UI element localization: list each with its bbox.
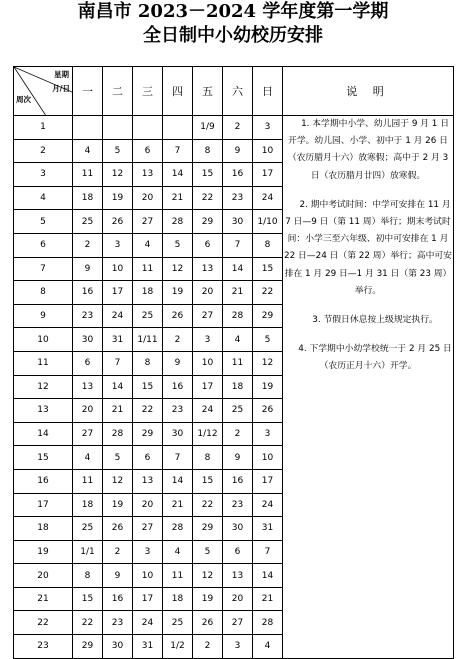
date-cell: 3 — [253, 422, 283, 446]
date-cell: 9 — [223, 446, 253, 470]
date-cell: 3 — [253, 116, 283, 140]
date-cell: 16 — [103, 587, 133, 611]
note-paragraph: 1. 本学期中小学、幼儿园于 9 月 1 日开学。幼儿园、小学、初中于 1 月 26 日（农历腊月十六）放寒假；高中于 2 月 3 日（农历腊月廿四）放寒假。 — [287, 119, 449, 181]
week-number-cell: 23 — [14, 635, 73, 659]
date-cell: 16 — [223, 469, 253, 493]
week-number-cell: 2 — [14, 139, 73, 163]
week-number-cell: 19 — [14, 540, 73, 564]
header-row — [14, 67, 454, 116]
date-cell: 11 — [223, 351, 253, 375]
date-cell: 13 — [223, 564, 253, 588]
date-cell — [163, 116, 193, 140]
week-number-cell: 4 — [14, 186, 73, 210]
date-cell: 4 — [133, 233, 163, 257]
date-cell: 30 — [73, 328, 103, 352]
date-cell: 25 — [73, 517, 103, 541]
date-cell: 9 — [163, 351, 193, 375]
week-number-cell: 3 — [14, 163, 73, 187]
date-cell: 13 — [133, 469, 163, 493]
date-cell: 11 — [73, 163, 103, 187]
date-cell: 28 — [253, 611, 283, 635]
date-cell: 14 — [223, 257, 253, 281]
date-cell: 30 — [223, 210, 253, 234]
date-cell: 27 — [133, 210, 163, 234]
date-cell: 20 — [73, 399, 103, 423]
date-cell: 20 — [193, 281, 223, 305]
header-day-sat: 六 — [223, 67, 253, 116]
date-cell: 2 — [223, 422, 253, 446]
date-cell: 5 — [163, 233, 193, 257]
date-cell: 6 — [73, 351, 103, 375]
date-cell: 7 — [163, 446, 193, 470]
date-cell: 26 — [103, 517, 133, 541]
date-cell: 8 — [253, 233, 283, 257]
date-cell: 25 — [133, 304, 163, 328]
date-cell: 14 — [163, 469, 193, 493]
week-number-cell: 6 — [14, 233, 73, 257]
date-cell: 7 — [163, 139, 193, 163]
date-cell: 17 — [133, 587, 163, 611]
calendar-table — [13, 66, 454, 659]
week-number-cell: 14 — [14, 422, 73, 446]
date-cell: 15 — [193, 163, 223, 187]
date-cell: 16 — [73, 281, 103, 305]
date-cell: 9 — [223, 139, 253, 163]
diagonal-header-cell — [14, 67, 73, 116]
date-cell: 22 — [73, 611, 103, 635]
date-cell: 23 — [163, 399, 193, 423]
date-cell: 18 — [73, 493, 103, 517]
week-number-cell: 5 — [14, 210, 73, 234]
date-cell: 2 — [163, 328, 193, 352]
date-cell: 26 — [163, 304, 193, 328]
note-paragraph: 2. 期中考试时间：中学可安排在 11 月 7 日—9 日（第 11 周）举行；期末考试时间：小学三至六年级、初中可安排在 1 月 22 日—24 日（第 22 周）举行；高中可安排在 1 月 29 日—1 月 31 日（第 23 周）举行。 — [284, 199, 452, 296]
date-cell: 28 — [223, 304, 253, 328]
date-cell: 15 — [253, 257, 283, 281]
date-cell: 5 — [253, 328, 283, 352]
week-number-cell: 8 — [14, 281, 73, 305]
date-cell: 6 — [223, 540, 253, 564]
week-number-cell: 18 — [14, 517, 73, 541]
date-cell: 21 — [163, 186, 193, 210]
date-cell: 30 — [223, 517, 253, 541]
date-cell: 13 — [193, 257, 223, 281]
date-cell: 8 — [193, 446, 223, 470]
date-cell: 19 — [193, 587, 223, 611]
date-cell: 26 — [103, 210, 133, 234]
date-cell: 1/11 — [133, 328, 163, 352]
week-number-cell: 1 — [14, 116, 73, 140]
date-cell: 27 — [223, 611, 253, 635]
date-cell: 1/9 — [193, 116, 223, 140]
date-cell: 24 — [103, 304, 133, 328]
date-cell: 19 — [163, 281, 193, 305]
date-cell: 16 — [163, 375, 193, 399]
date-cell: 22 — [133, 399, 163, 423]
date-cell: 22 — [193, 186, 223, 210]
date-cell: 26 — [253, 399, 283, 423]
header-day-fri: 五 — [193, 67, 223, 116]
date-cell: 18 — [163, 587, 193, 611]
date-cell: 29 — [253, 304, 283, 328]
date-cell: 12 — [103, 163, 133, 187]
date-cell: 13 — [133, 163, 163, 187]
date-cell: 6 — [133, 139, 163, 163]
date-cell: 29 — [193, 210, 223, 234]
date-cell: 5 — [103, 446, 133, 470]
date-cell: 20 — [133, 493, 163, 517]
date-cell: 1/10 — [253, 210, 283, 234]
notes-cell — [283, 116, 454, 659]
date-cell: 6 — [193, 233, 223, 257]
date-cell: 7 — [223, 233, 253, 257]
date-cell: 30 — [163, 422, 193, 446]
header-day-mon: 一 — [73, 67, 103, 116]
week-number-cell: 12 — [14, 375, 73, 399]
page-title: 南昌市 2023－2024 学年度第一学期 — [77, 1, 389, 22]
date-cell: 15 — [193, 469, 223, 493]
week-number-cell: 13 — [14, 399, 73, 423]
header-week-label: 周次 — [16, 95, 31, 104]
date-cell: 28 — [163, 517, 193, 541]
date-cell: 11 — [73, 469, 103, 493]
date-cell: 3 — [103, 233, 133, 257]
week-number-cell: 11 — [14, 351, 73, 375]
date-cell: 19 — [253, 375, 283, 399]
date-cell: 4 — [73, 446, 103, 470]
date-cell — [103, 116, 133, 140]
date-cell: 25 — [223, 399, 253, 423]
date-cell: 5 — [103, 139, 133, 163]
week-number-cell: 17 — [14, 493, 73, 517]
date-cell: 24 — [253, 493, 283, 517]
date-cell: 31 — [133, 635, 163, 659]
date-cell: 23 — [223, 186, 253, 210]
date-cell: 1/1 — [73, 540, 103, 564]
date-cell: 4 — [163, 540, 193, 564]
note-paragraph: 3. 节假日休息按上级规定执行。 — [312, 315, 438, 326]
date-cell: 24 — [253, 186, 283, 210]
date-cell: 4 — [253, 635, 283, 659]
date-cell: 12 — [103, 469, 133, 493]
date-cell: 27 — [73, 422, 103, 446]
date-cell: 14 — [253, 564, 283, 588]
date-cell: 31 — [103, 328, 133, 352]
date-cell: 18 — [73, 186, 103, 210]
date-cell: 10 — [133, 564, 163, 588]
date-cell: 8 — [73, 564, 103, 588]
date-cell: 3 — [133, 540, 163, 564]
date-cell: 27 — [133, 517, 163, 541]
date-cell: 17 — [193, 375, 223, 399]
date-cell: 24 — [193, 399, 223, 423]
date-cell: 10 — [253, 446, 283, 470]
date-cell: 30 — [103, 635, 133, 659]
date-cell: 23 — [73, 304, 103, 328]
week-number-cell: 16 — [14, 469, 73, 493]
date-cell: 17 — [253, 469, 283, 493]
date-cell: 10 — [253, 139, 283, 163]
date-cell: 1/2 — [163, 635, 193, 659]
date-cell: 12 — [163, 257, 193, 281]
week-number-cell: 7 — [14, 257, 73, 281]
table-row — [14, 116, 454, 140]
date-cell: 17 — [253, 163, 283, 187]
date-cell: 8 — [193, 139, 223, 163]
date-cell: 6 — [133, 446, 163, 470]
header-day-tue: 二 — [103, 67, 133, 116]
week-number-cell: 22 — [14, 611, 73, 635]
header-weekday-label: 星期 — [54, 70, 69, 79]
notes-header: 说 明 — [283, 67, 454, 116]
week-number-cell: 10 — [14, 328, 73, 352]
date-cell: 4 — [223, 328, 253, 352]
header-day-wed: 三 — [133, 67, 163, 116]
date-cell — [73, 116, 103, 140]
date-cell: 29 — [73, 635, 103, 659]
date-cell: 31 — [253, 517, 283, 541]
date-cell: 21 — [223, 281, 253, 305]
date-cell: 19 — [103, 493, 133, 517]
date-cell: 22 — [193, 493, 223, 517]
week-number-cell: 21 — [14, 587, 73, 611]
week-number-cell: 15 — [14, 446, 73, 470]
calendar-body — [14, 116, 454, 659]
date-cell: 14 — [103, 375, 133, 399]
date-cell: 14 — [163, 163, 193, 187]
date-cell: 2 — [73, 233, 103, 257]
date-cell: 5 — [193, 540, 223, 564]
date-cell: 17 — [103, 281, 133, 305]
date-cell: 21 — [163, 493, 193, 517]
date-cell: 4 — [73, 139, 103, 163]
date-cell: 18 — [223, 375, 253, 399]
date-cell: 8 — [133, 351, 163, 375]
week-number-cell: 20 — [14, 564, 73, 588]
date-cell: 29 — [133, 422, 163, 446]
date-cell: 19 — [103, 186, 133, 210]
date-cell: 1/12 — [193, 422, 223, 446]
header-date-label: 月/日 — [52, 84, 70, 93]
date-cell: 13 — [73, 375, 103, 399]
date-cell: 9 — [73, 257, 103, 281]
date-cell: 28 — [163, 210, 193, 234]
header-day-sun: 日 — [253, 67, 283, 116]
date-cell: 9 — [103, 564, 133, 588]
date-cell: 2 — [103, 540, 133, 564]
date-cell: 28 — [103, 422, 133, 446]
date-cell: 29 — [193, 517, 223, 541]
date-cell: 3 — [193, 328, 223, 352]
date-cell: 10 — [103, 257, 133, 281]
date-cell: 20 — [223, 587, 253, 611]
date-cell: 20 — [133, 186, 163, 210]
date-cell — [133, 116, 163, 140]
date-cell: 23 — [103, 611, 133, 635]
date-cell: 18 — [133, 281, 163, 305]
week-number-cell: 9 — [14, 304, 73, 328]
date-cell: 15 — [133, 375, 163, 399]
date-cell: 12 — [193, 564, 223, 588]
note-paragraph: 4. 下学期中小幼学校统一于 2 月 25 日（农历正月十六）开学。 — [298, 344, 452, 372]
date-cell: 12 — [253, 351, 283, 375]
page-subtitle: 全日制中小幼校历安排 — [143, 25, 323, 46]
date-cell: 26 — [193, 611, 223, 635]
date-cell: 16 — [223, 163, 253, 187]
date-cell: 7 — [253, 540, 283, 564]
date-cell: 27 — [193, 304, 223, 328]
date-cell: 11 — [163, 564, 193, 588]
date-cell: 25 — [73, 210, 103, 234]
date-cell: 25 — [163, 611, 193, 635]
date-cell: 2 — [223, 116, 253, 140]
date-cell: 2 — [193, 635, 223, 659]
date-cell: 21 — [103, 399, 133, 423]
date-cell: 23 — [223, 493, 253, 517]
date-cell: 11 — [133, 257, 163, 281]
date-cell: 22 — [253, 281, 283, 305]
date-cell: 3 — [223, 635, 253, 659]
date-cell: 21 — [253, 587, 283, 611]
header-day-thu: 四 — [163, 67, 193, 116]
date-cell: 7 — [103, 351, 133, 375]
date-cell: 10 — [193, 351, 223, 375]
date-cell: 24 — [133, 611, 163, 635]
date-cell: 15 — [73, 587, 103, 611]
